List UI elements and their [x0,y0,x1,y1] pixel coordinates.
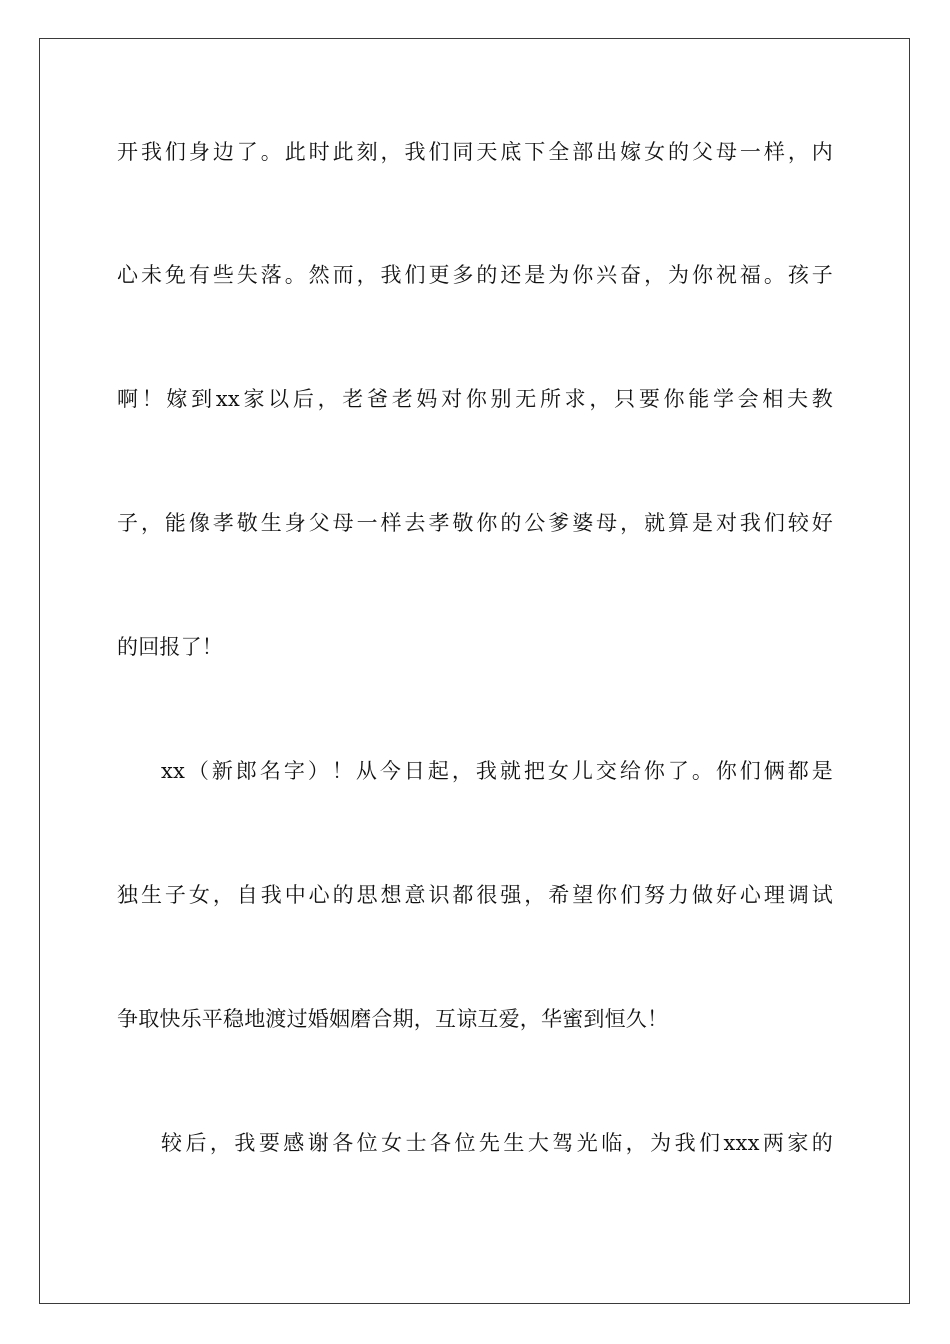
text-line-2: 心未免有些失落。然而，我们更多的还是为你兴奋，为你祝福。孩子 [117,263,833,287]
text-line-1: 开我们身边了。此时此刻，我们同天底下全部出嫁女的父母一样，内 [117,140,833,164]
text-line-7: 独生子女，自我中心的思想意识都很强，希望你们努力做好心理调试 [117,883,833,907]
text-line-4: 子，能像孝敬生身父母一样去孝敬你的公爹婆母，就算是对我们较好 [117,511,833,535]
text-line-8: 争取快乐平稳地渡过婚姻磨合期，互谅互爱，华蜜到恒久！ [117,1007,669,1031]
text-line-3: 啊！嫁到xx家以后，老爸老妈对你别无所求，只要你能学会相夫教 [117,387,833,411]
page-frame [39,38,910,1304]
text-line-6: xx（新郎名字）！从今日起，我就把女儿交给你了。你们俩都是 [161,759,833,783]
text-line-5: 的回报了！ [117,635,223,659]
text-line-9: 较后，我要感谢各位女士各位先生大驾光临，为我们xxx两家的 [161,1131,833,1155]
